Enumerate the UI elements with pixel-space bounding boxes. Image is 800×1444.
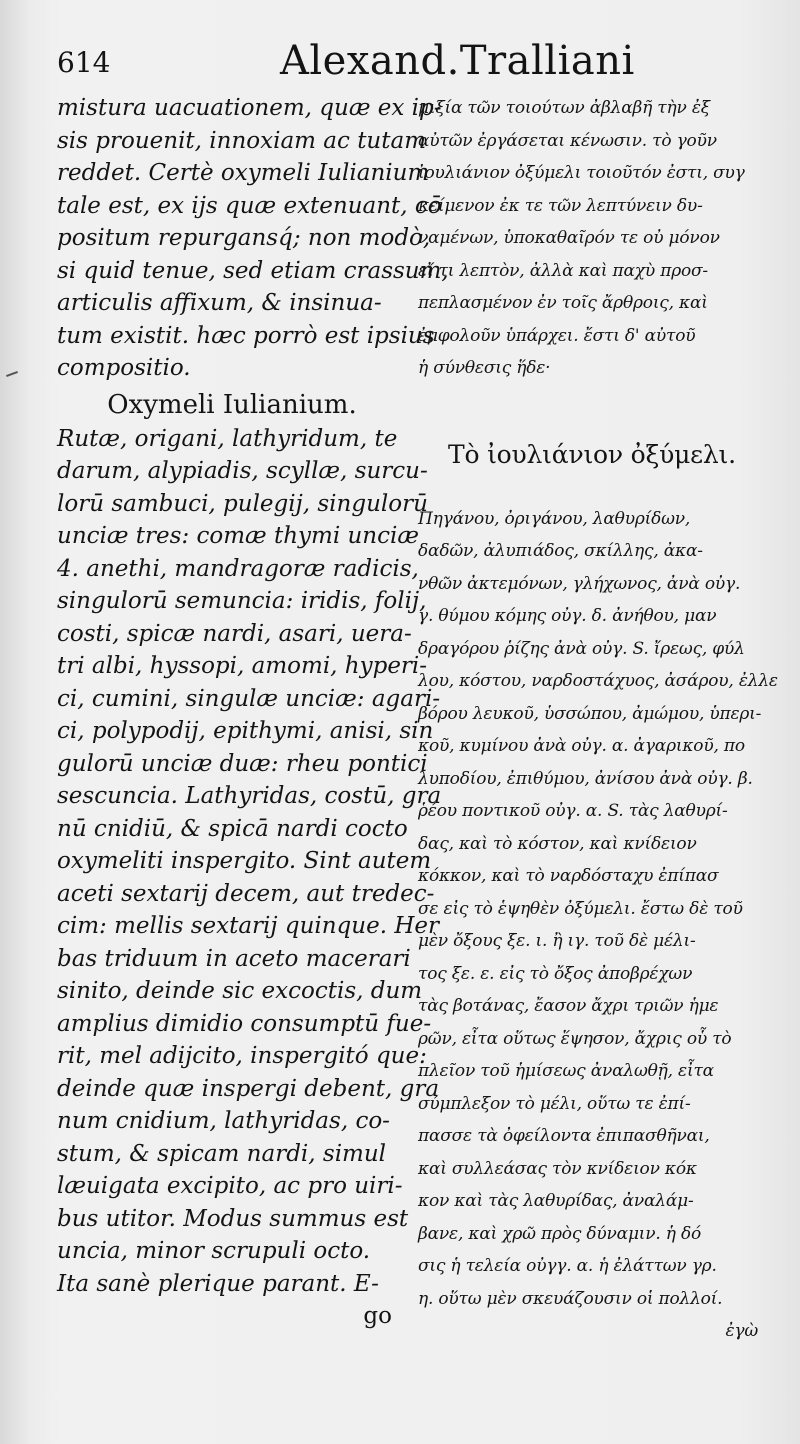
greek-column — [418, 92, 778, 1348]
text-line: ἡ σύνθεσις ἥδε· — [418, 358, 551, 378]
text-line: singulorū semuncia: iridis, folij, — [57, 588, 427, 614]
text-line: αὐτῶν ἐργάσεται κένωσιν. τὸ γοῦν — [418, 130, 717, 151]
text-line: μὲν ὄξους ξε. ι. ἢ ιγ. τοῦ δὲ μέλι- — [418, 931, 696, 951]
spacer — [418, 477, 768, 503]
text-line: gulorū unciæ duæ: rheu pontici — [57, 750, 428, 777]
text-line: unciæ tres: comæ thymi unciæ — [57, 523, 419, 549]
text-line: læuigata excipito, ac pro uiri- — [57, 1173, 403, 1199]
text-line: deinde quæ inspergi debent, gra — [57, 1075, 440, 1102]
text-line: Ita sanè plerique parant. E- — [57, 1270, 379, 1297]
text-line: sis prouenit, innoxiam ac tutam — [57, 127, 427, 154]
text-line: ναμένων, ὑποκαθαῖρόν τε οὐ μόνον — [418, 228, 720, 248]
text-line: κείμενον ἐκ τε τῶν λεπτύνειν δυ- — [418, 195, 703, 216]
text-line: tri albi, hyssopi, amomi, hyperi- — [57, 653, 428, 679]
text-line: Rutæ, origani, lathyridum, te — [57, 425, 398, 452]
page-number: 614 — [57, 46, 111, 79]
text-line: ci, cumini, singulæ unciæ: agari- — [57, 685, 441, 712]
text-line: si quid tenue, sed etiam crassum, — [57, 257, 449, 284]
text-line: δαδῶν, ἀλυπιάδος, σκίλλης, ἀκα- — [418, 541, 703, 561]
text-line: nū cnidiū, & spicā nardi cocto — [57, 815, 408, 842]
text-line: σε εἰς τὸ ἑψηθὲν ὀξύμελι. ἔστω δὲ τοῦ — [418, 898, 743, 919]
text-line: γ. θύμου κόμης οὐγ. δ. ἀνήθου, μαν — [418, 606, 717, 626]
text-line: mistura uacuationem, quæ ex ip- — [57, 95, 442, 121]
spacer — [418, 385, 768, 433]
text-line: stum, & spicam nardi, simul — [57, 1140, 387, 1167]
text-line: τὰς βοτάνας, ἔασον ἄχρι τριῶν ἡμε — [418, 996, 719, 1016]
text-line: ῥέου ποντικοῦ οὐγ. α. S. τὰς λαθυρί- — [418, 801, 728, 821]
text-line: δας, καὶ τὸ κόστον, καὶ κνίδειον — [418, 833, 697, 854]
text-line: λυποδίου, ἐπιθύμου, ἀνίσου ἀνὰ οὐγ. β. — [418, 768, 753, 789]
text-line: compositio. — [57, 355, 191, 381]
text-line: costi, spicæ nardi, asari, uera- — [57, 620, 412, 647]
text-line: sinito, deinde sic excoctis, dum — [57, 978, 423, 1004]
text-line: καὶ συλλεάσας τὸν κνίδειον κόκ — [418, 1158, 697, 1179]
text-line: βόρου λευκοῦ, ὑσσώπου, ἀμώμου, ὑπερι- — [418, 703, 762, 724]
section-heading: Τὸ ἰουλιάνιον ὀξύμελι. — [448, 439, 736, 469]
text-line: tum existit. hæc porrò est ipsius — [57, 322, 435, 349]
text-line: uncia, minor scrupuli octo. — [57, 1238, 371, 1264]
text-line: ci, polypodij, epithymi, anisi, sin — [57, 718, 434, 744]
text-line: πλεῖον τοῦ ἡμίσεως ἀναλωθῇ, εἶτα — [418, 1061, 714, 1081]
text-line: λου, κόστου, ναρδοστάχυος, ἀσάρου, ἐλλε — [418, 671, 778, 691]
text-line: δραγόρου ῥίζης ἀνὰ οὐγ. S. ἴρεως, φύλ — [418, 638, 745, 659]
text-line: κοῦ, κυμίνου ἀνὰ οὐγ. α. ἀγαρικοῦ, πο — [418, 736, 745, 756]
section-heading: Oxymeli Iulianium. — [107, 389, 357, 420]
text-line: 4. anethi, mandragoræ radicis, — [57, 555, 419, 582]
text-line: βανε, καὶ χρῶ πρὸς δύναμιν. ἡ δό — [418, 1223, 702, 1244]
text-line: ρῶν, εἶτα οὕτως ἕψησον, ἄχρις οὗ τὸ — [418, 1028, 732, 1049]
catchword: go — [363, 1303, 392, 1329]
margin-mark — [6, 371, 18, 377]
catchword: ἐγὼ — [725, 1321, 758, 1341]
text-line: oxymeliti inspergito. Sint autem — [57, 848, 432, 874]
text-line: tale est, ex ijs quæ extenuant, cō — [57, 192, 442, 219]
text-line: articulis affixum, & insinua- — [57, 290, 382, 316]
text-line: σύμπλεξον τὸ μέλι, οὕτω τε ἐπί- — [418, 1093, 691, 1114]
text-line: τος ξε. ε. εἰς τὸ ὄξος ἀποβρέχων — [418, 963, 693, 984]
text-line: σις ἡ τελεία οὐγγ. α. ἡ ἐλάττων γρ. — [418, 1256, 717, 1276]
text-line: κον καὶ τὰς λαθυρίδας, ἀναλάμ- — [418, 1191, 694, 1211]
running-title: Alexand.Tralliani — [280, 38, 635, 84]
text-line: positum repurgansq́; non modò, — [57, 225, 431, 251]
text-line: amplius dimidio consumptū fue- — [57, 1010, 432, 1037]
text-line: κόκκον, καὶ τὸ ναρδόσταχυ ἐπίπασ — [418, 866, 719, 886]
text-line: rit, mel adijcito, inspergitó que: — [57, 1043, 427, 1069]
text-line: ἐμφολοῦν ὑπάρχει. ἔστι δ' αὐτοῦ — [418, 325, 696, 346]
text-line: εἴ τι λεπτὸν, ἀλλὰ καὶ παχὺ προσ- — [418, 260, 708, 281]
text-line: sescuncia. Lathyridas, costū, gra — [57, 783, 442, 809]
page-header — [45, 40, 785, 88]
text-line: η. οὕτω μὲν σκευάζουσιν οἱ πολλοί. — [418, 1288, 723, 1309]
text-line: πασσε τὰ ὀφείλοντα ἐπιπασθῆναι, — [418, 1126, 710, 1146]
text-line: bas triduum in aceto macerari — [57, 945, 411, 972]
text-line: ἰουλιάνιον ὀξύμελι τοιοῦτόν ἐστι, συγ — [418, 163, 745, 183]
text-line: cim: mellis sextarij quinque. Her — [57, 913, 439, 939]
text-line: bus utitor. Modus summus est — [57, 1205, 409, 1232]
text-line: num cnidium, lathyridas, co- — [57, 1108, 390, 1134]
text-line: lorū sambuci, pulegij, singulorū — [57, 490, 428, 517]
text-line: νθῶν ἀκτεμόνων, γλήχωνος, ἀνὰ οὐγ. — [418, 573, 741, 594]
latin-column — [57, 92, 449, 1333]
text-line: darum, alypiadis, scyllæ, surcu- — [57, 458, 428, 484]
text-line: Πηγάνου, ὀριγάνου, λαθυρίδων, — [418, 508, 691, 529]
text-line: πεπλασμένον ἐν τοῖς ἄρθροις, καὶ — [418, 293, 708, 313]
text-line: reddet. Certè oxymeli Iulianium — [57, 160, 430, 186]
text-line: μιξία τῶν τοιούτων ἀβλαβῆ τὴν ἐξ — [418, 98, 710, 118]
text-line: aceti sextarij decem, aut tredec- — [57, 880, 435, 907]
